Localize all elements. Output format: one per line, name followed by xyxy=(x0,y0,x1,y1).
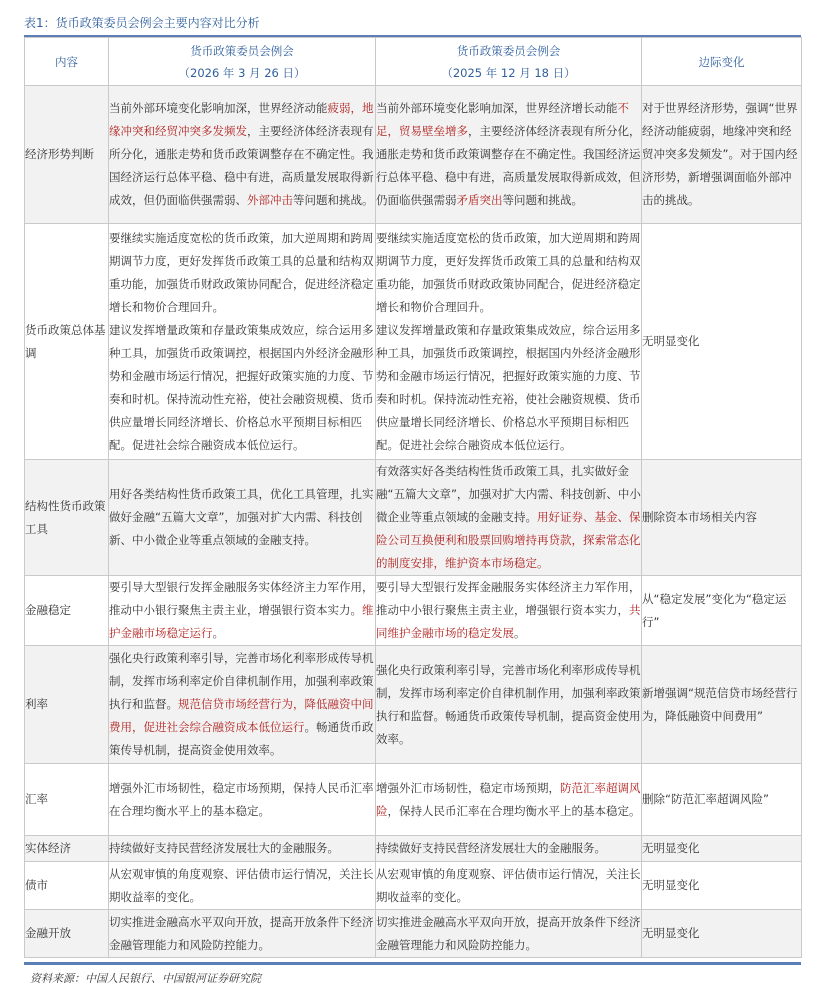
cell-2025: 当前外部环境变化影响加深，世界经济增长动能不足，贸易壁垒增多，主要经济体经济表现有所分化，通胀走势和货币政策调整存在不确定性。我国经济运行总体平稳、稳中有进，高质量发展取得新成效，但仍面临供强需弱矛盾突出等问题和挑战。 xyxy=(376,86,642,224)
cell-change: 无明显变化 xyxy=(642,862,802,910)
cell-change: 对于世界经济形势，强调“世界经济动能疲弱，地缘冲突和经贸冲突多发频发”。对于国内经济形势，新增强调面临外部冲击的挑战。 xyxy=(642,86,802,224)
comparison-table xyxy=(24,37,802,958)
header-2026 xyxy=(109,38,376,86)
table-row xyxy=(25,86,802,224)
cell-change: 无明显变化 xyxy=(642,910,802,958)
cell-2026: 用好各类结构性货币政策工具，优化工具管理，扎实做好金融“五篇大文章”，加强对扩大内需、科技创新、中小微企业等重点领域的金融支持。 xyxy=(109,460,376,576)
row-label: 结构性货币政策工具 xyxy=(25,460,109,576)
table-row xyxy=(25,576,802,646)
header-2026-title: 货币政策委员会例会 xyxy=(190,43,294,58)
table-row xyxy=(25,224,802,460)
cell-2026: 从宏观审慎的角度观察、评估债市运行情况，关注长期收益率的变化。 xyxy=(109,862,376,910)
row-label: 汇率 xyxy=(25,764,109,836)
cell-change: 无明显变化 xyxy=(642,224,802,460)
table-row xyxy=(25,910,802,958)
cell-2026: 要继续实施适度宽松的货币政策，加大逆周期和跨周期调节力度，更好发挥货币政策工具的总量和结构双重功能，加强货币财政政策协同配合，促进经济稳定增长和物价合理回升。 建议发挥增量政策和存量政策集成效应，综合运用多种工具，加强货币政策调控，根据国内外经济金融形势和金融市场运行情况，把握好政策实施的力度、节奏和时机。保持流动性充裕，使社会融资规模、货币供应量增长同经济增长、价格总水平预期目标相匹配。促进社会综合融资成本低位运行。 xyxy=(109,224,376,460)
header-change: 边际变化 xyxy=(642,38,802,86)
table-header-row xyxy=(25,38,802,86)
cell-2026: 增强外汇市场韧性，稳定市场预期，保持人民币汇率在合理均衡水平上的基本稳定。 xyxy=(109,764,376,836)
table-row xyxy=(25,646,802,764)
cell-2026: 强化央行政策利率引导，完善市场化利率形成传导机制，发挥市场利率定价自律机制作用，加强利率政策执行和监督。规范信贷市场经营行为，降低融资中间费用，促进社会综合融资成本低位运行。畅通货币政策传导机制，提高资金使用效率。 xyxy=(109,646,376,764)
table-row xyxy=(25,764,802,836)
cell-2025: 要继续实施适度宽松的货币政策，加大逆周期和跨周期调节力度，更好发挥货币政策工具的总量和结构双重功能，加强货币财政政策协同配合，促进经济稳定增长和物价合理回升。 建议发挥增量政策和存量政策集成效应，综合运用多种工具，加强货币政策调控，根据国内外经济金融形势和金融市场运行情况，把握好政策实施的力度、节奏和时机。保持流动性充裕，使社会融资规模、货币供应量增长同经济增长、价格总水平预期目标相匹配。促进社会综合融资成本低位运行。 xyxy=(376,224,642,460)
table-row xyxy=(25,836,802,862)
table-row xyxy=(25,460,802,576)
header-2025 xyxy=(376,38,642,86)
header-2025-title: 货币政策委员会例会 xyxy=(456,43,561,58)
cell-change: 从“稳定发展”变化为“稳定运行” xyxy=(642,576,802,646)
header-content: 内容 xyxy=(25,38,109,86)
cell-change: 新增强调“规范信贷市场经营行为，降低融资中间费用” xyxy=(642,646,802,764)
cell-2026: 要引导大型银行发挥金融服务实体经济主力军作用，推动中小银行聚焦主责主业，增强银行资本实力。维护金融市场稳定运行。 xyxy=(109,576,376,646)
row-label: 债市 xyxy=(25,862,109,910)
header-2025-date: （2025 年 12 月 18 日） xyxy=(441,65,576,80)
row-label: 金融稳定 xyxy=(25,576,109,646)
row-label: 经济形势判断 xyxy=(25,86,109,224)
cell-2025: 有效落实好各类结构性货币政策工具，扎实做好金融“五篇大文章”，加强对扩大内需、科技创新、中小微企业等重点领域的金融支持。用好证券、基金、保险公司互换便利和股票回购增持再贷款，探索常态化的制度安排，维护资本市场稳定。 xyxy=(376,460,642,576)
cell-2025: 持续做好支持民营经济发展壮大的金融服务。 xyxy=(376,836,642,862)
row-label: 金融开放 xyxy=(25,910,109,958)
cell-2026: 当前外部环境变化影响加深，世界经济动能疲弱，地缘冲突和经贸冲突多发频发，主要经济体经济表现有所分化，通胀走势和货币政策调整存在不确定性。我国经济运行总体平稳、稳中有进，高质量发展取得新成效，但仍面临供强需弱、外部冲击等问题和挑战。 xyxy=(109,86,376,224)
cell-2025: 从宏观审慎的角度观察、评估债市运行情况，关注长期收益率的变化。 xyxy=(376,862,642,910)
row-label: 货币政策总体基调 xyxy=(25,224,109,460)
cell-2026: 切实推进金融高水平双向开放，提高开放条件下经济金融管理能力和风险防控能力。 xyxy=(109,910,376,958)
cell-2025: 要引导大型银行发挥金融服务实体经济主力军作用，推动中小银行聚焦主责主业，增强银行资本实力，共同维护金融市场的稳定发展。 xyxy=(376,576,642,646)
table-row xyxy=(25,862,802,910)
cell-change: 删除资本市场相关内容 xyxy=(642,460,802,576)
cell-2025: 增强外汇市场韧性，稳定市场预期，防范汇率超调风险，保持人民币汇率在合理均衡水平上的基本稳定。 xyxy=(376,764,642,836)
header-2026-date: （2026 年 3 月 26 日） xyxy=(178,65,306,80)
cell-2025: 切实推进金融高水平双向开放，提高开放条件下经济金融管理能力和风险防控能力。 xyxy=(376,910,642,958)
row-label: 利率 xyxy=(25,646,109,764)
source-note: 资料来源：中国人民银行、中国银河证券研究院 xyxy=(30,972,261,985)
cell-2025: 强化央行政策利率引导，完善市场化利率形成传导机制，发挥市场利率定价自律机制作用，加强利率政策执行和监督。畅通货币政策传导机制，提高资金使用效率。 xyxy=(376,646,642,764)
table-caption: 表1：货币政策委员会例会主要内容对比分析 xyxy=(24,16,260,30)
cell-2026: 持续做好支持民营经济发展壮大的金融服务。 xyxy=(109,836,376,862)
cell-change: 删除“防范汇率超调风险” xyxy=(642,764,802,836)
row-label: 实体经济 xyxy=(25,836,109,862)
table-bottom-rule xyxy=(24,962,801,965)
cell-change: 无明显变化 xyxy=(642,836,802,862)
